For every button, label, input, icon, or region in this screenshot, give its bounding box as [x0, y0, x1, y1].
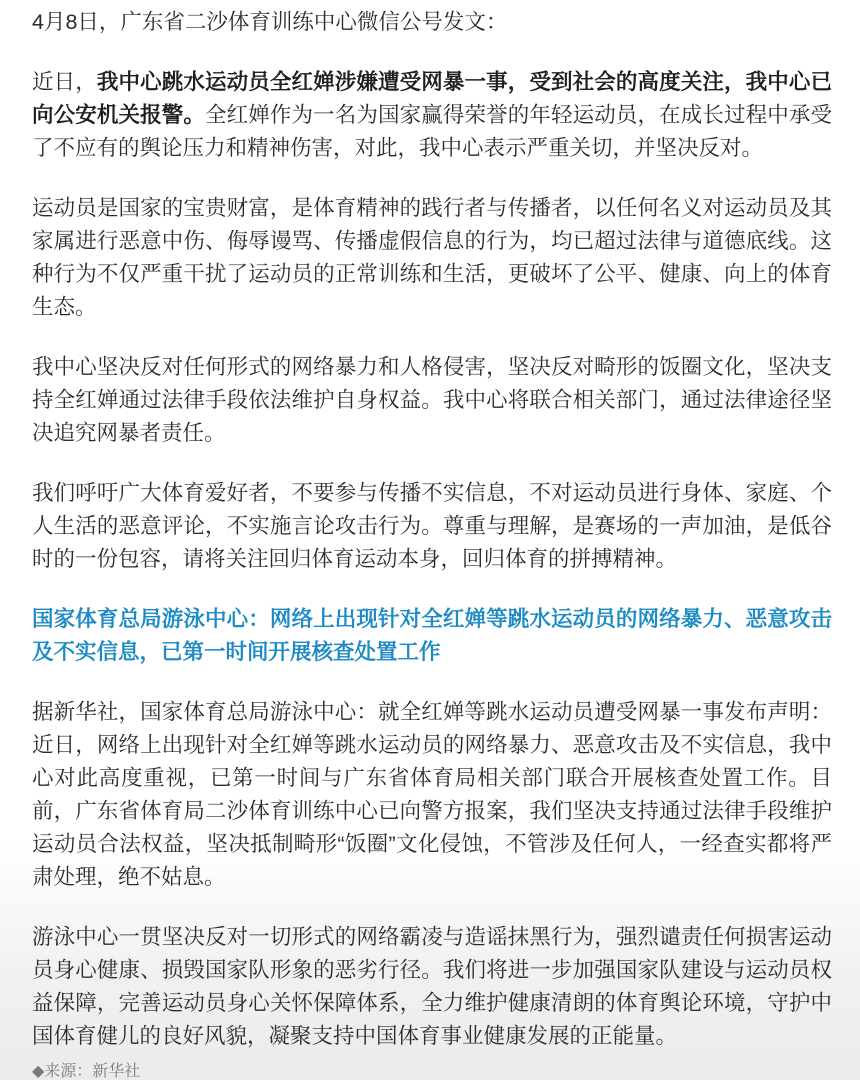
intro-paragraph: 4月8日，广东省二沙体育训练中心微信公号发文： — [32, 10, 508, 34]
paragraph-xinhua-statement: 据新华社，国家体育总局游泳中心：就全红婵等跳水运动员遭受网暴一事发布声明：近日，网络上出现针对全红婵等跳水运动员的网络暴力、恶意攻击及不实信息，我中心对此高度重视，已第一时间与广东省体育局相关部门联合开展核查处置工作。目前，广东省体育局二沙体育训练中心已向警方报案，我们坚决支持通过法律手段维护运动员合法权益，坚决抵制畸形“饭圈”文化侵蚀，不管涉及任何人，一经查实都将严肃处理，绝不姑息。 — [32, 700, 832, 889]
paragraph-lead: 近日， — [32, 70, 97, 94]
bold-statement: 我中心跳水运动员全红婵涉嫌遭受网暴一事，受到社会的高度关注，我中心已向公安机关报警。 — [32, 70, 832, 127]
article-body — [32, 6, 832, 1080]
paragraph-police-report — [32, 66, 832, 165]
paragraph-swimming-center: 游泳中心一贯坚决反对一切形式的网络霸凌与造谣抹黑行为，强烈谴责任何损害运动员身心健康、损毁国家队形象的恶劣行径。我们将进一步加强国家队建设与运动员权益保障，完善运动员身心关怀保障体系，全力维护健康清朗的体育舆论环境，守护中国体育健儿的良好风貌，凝聚支持中国体育事业健康发展的正能量。 — [32, 925, 832, 1048]
paragraph-rest: 全红婵作为一名为国家赢得荣誉的年轻运动员，在成长过程中承受了不应有的舆论压力和精神伤害，对此，我中心表示严重关切，并坚决反对。 — [32, 103, 832, 160]
paragraph-athlete-value: 运动员是国家的宝贵财富，是体育精神的践行者与传播者，以任何名义对运动员及其家属进行恶意中伤、侮辱谩骂、传播虚假信息的行为，均已超过法律与道德底线。这种行为不仅严重干扰了运动员的正常训练和生活，更破坏了公平、健康、向上的体育生态。 — [32, 196, 832, 319]
paragraph-oppose-violence: 我中心坚决反对任何形式的网络暴力和人格侵害，坚决反对畸形的饭圈文化，坚决支持全红婵通过法律手段依法维护自身权益。我中心将联合相关部门，通过法律途径坚决追究网暴者责任。 — [32, 355, 832, 445]
section-heading: 国家体育总局游泳中心：网络上出现针对全红婵等跳水运动员的网络暴力、恶意攻击及不实信息，已第一时间开展核查处置工作 — [32, 607, 832, 664]
source-credit: ◆来源：新华社 — [32, 1063, 141, 1080]
paragraph-appeal: 我们呼吁广大体育爱好者，不要参与传播不实信息，不对运动员进行身体、家庭、个人生活的恶意评论，不实施言论攻击行为。尊重与理解，是赛场的一声加油，是低谷时的一份包容，请将关注回归体育运动本身，回归体育的拼搏精神。 — [32, 481, 832, 571]
